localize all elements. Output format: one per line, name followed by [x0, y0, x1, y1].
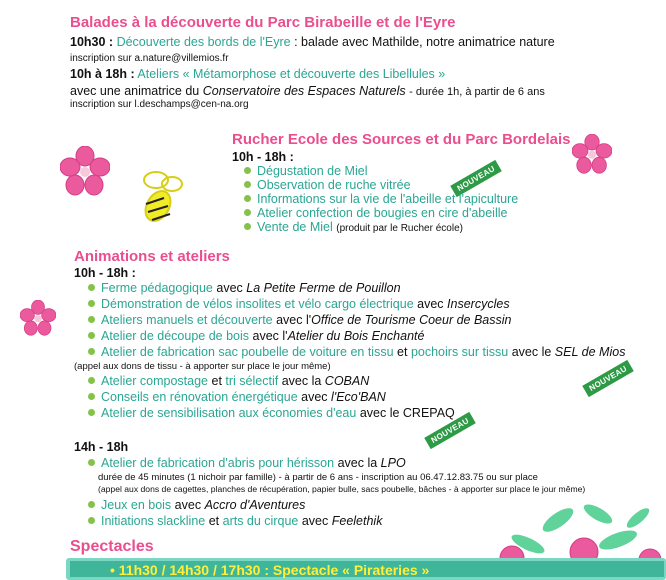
- list-item: [88, 514, 382, 528]
- item-connector: et: [208, 514, 220, 528]
- list-item: [244, 206, 507, 220]
- item-label: Atelier de sensibilisation aux économies d'eau: [101, 406, 357, 420]
- list-item: [244, 192, 518, 206]
- item-connector: avec l': [276, 313, 312, 327]
- list-item: [88, 374, 369, 388]
- item-label: Dégustation de Miel: [257, 164, 368, 178]
- nouveau-badge: NOUVEAU: [424, 412, 476, 449]
- bullet-icon: [88, 409, 95, 416]
- bullet-icon: [88, 517, 95, 524]
- item-connector: et: [397, 345, 408, 359]
- bullet-icon: [244, 181, 251, 188]
- item-label: Jeux en bois: [101, 498, 172, 512]
- list-item: [244, 220, 463, 234]
- list-item: [244, 164, 367, 178]
- activity-detail: - durée 1h, à partir de 6 ans: [409, 86, 545, 98]
- bullet-icon: [88, 316, 95, 323]
- item-connector: avec la: [337, 456, 378, 470]
- balades-line3: [70, 84, 545, 98]
- partner-name: Feelethik: [331, 514, 383, 528]
- item-note: (produit par le Rucher école): [336, 223, 463, 234]
- item-connector: avec: [301, 390, 328, 404]
- time-label: 10h à 18h :: [70, 67, 135, 81]
- item-label: Ateliers manuels et découverte: [101, 313, 273, 327]
- bullet-icon: [88, 284, 95, 291]
- item-connector: avec: [417, 297, 444, 311]
- bullet-icon: [88, 300, 95, 307]
- rucher-title: Rucher Ecole des Sources et du Parc Bordelais: [232, 131, 571, 148]
- time-label: 10h - 18h :: [232, 150, 294, 164]
- item-connector: et: [211, 374, 222, 388]
- partner-name: LPO: [380, 456, 406, 470]
- partner-name: Atelier du Bois Enchanté: [287, 329, 425, 343]
- nouveau-badge: NOUVEAU: [450, 160, 502, 197]
- signup-note: inscription sur l.deschamps@cen-na.org: [70, 99, 249, 110]
- donation-note: (appel aux dons de cagettes, planches de récupération, papier bulle, sacs poubelle, bâches - à apporter sur place le jour même): [98, 484, 586, 494]
- item-label: pochoirs sur tissu: [410, 345, 509, 359]
- balades-line1: [70, 35, 555, 49]
- activity-name: Découverte des bords de l'Eyre: [116, 35, 291, 49]
- item-label: Informations sur la vie de l'abeille et l'apiculture: [257, 192, 519, 206]
- partner-name: Office de Tourisme Coeur de Bassin: [311, 313, 512, 327]
- list-item: [88, 456, 406, 470]
- bullet-icon: [244, 195, 251, 202]
- list-item: [244, 178, 411, 192]
- balades-title: Balades à la découverte du Parc Birabeille et de l'Eyre: [70, 14, 456, 31]
- activity-note: durée de 45 minutes (1 nichoir par famille) - à partir de 6 ans - inscription au 06.47.12.83.75 ou sur place: [98, 472, 538, 483]
- list-item: [88, 281, 401, 295]
- item-label: Atelier de fabrication sac poubelle de voiture en tissu: [101, 345, 394, 359]
- bullet-icon: [244, 167, 251, 174]
- bullet-icon: [88, 459, 95, 466]
- bee-icon: [128, 168, 188, 232]
- donation-note: (appel aux dons de tissu - à apporter sur place le jour même): [74, 361, 331, 372]
- bullet-icon: [88, 393, 95, 400]
- pink-flower-icon: [20, 300, 56, 336]
- partner-name: COBAN: [324, 374, 370, 388]
- partner-name: l'Eco'BAN: [331, 390, 386, 404]
- bullet-icon: [88, 377, 95, 384]
- bullet-icon: [244, 223, 251, 230]
- time-label: 10h - 18h :: [74, 266, 136, 280]
- item-connector: avec le: [359, 406, 400, 420]
- item-label: Initiations slackline: [101, 514, 206, 528]
- activity-name: Ateliers « Métamorphose et découverte des Libellules »: [137, 67, 446, 81]
- bullet-icon: [244, 209, 251, 216]
- pink-flower-icon: [572, 134, 612, 174]
- item-label: Atelier compostage: [101, 374, 209, 388]
- item-label: Atelier de découpe de bois: [101, 329, 250, 343]
- nouveau-badge: NOUVEAU: [582, 360, 634, 397]
- partner-name: CREPAQ: [402, 406, 455, 420]
- bullet-icon: [88, 348, 95, 355]
- partner-name: SEL de Mios: [554, 345, 626, 359]
- item-connector: avec: [216, 281, 243, 295]
- item-connector: avec l': [252, 329, 288, 343]
- item-connector: avec la: [281, 374, 322, 388]
- partner-name: Insercycles: [447, 297, 510, 311]
- signup-note: inscription sur a.nature@villemios.fr: [70, 53, 229, 64]
- item-label: Observation de ruche vitrée: [257, 178, 411, 192]
- pink-flower-icon: [60, 146, 110, 196]
- partner-name: Conservatoire des Espaces Naturels: [202, 84, 406, 98]
- partner-name: La Petite Ferme de Pouillon: [246, 281, 401, 295]
- animations-title: Animations et ateliers: [74, 248, 230, 265]
- item-label: Conseils en rénovation énergétique: [101, 390, 298, 404]
- list-item: [88, 406, 455, 420]
- list-item: [88, 498, 305, 512]
- bullet-icon: [88, 501, 95, 508]
- list-item: [88, 297, 510, 311]
- item-label: Démonstration de vélos insolites et vélo cargo électrique: [101, 297, 414, 311]
- activity-detail: : balade avec Mathilde, notre animatrice nature: [294, 35, 555, 49]
- item-label: tri sélectif: [225, 374, 279, 388]
- item-connector: avec: [301, 514, 329, 528]
- bullet-icon: [88, 332, 95, 339]
- item-label: Vente de Miel: [257, 220, 333, 234]
- item-label: Ferme pédagogique: [101, 281, 213, 295]
- item-connector: avec: [174, 498, 202, 512]
- spectacle-banner-text: • 11h30 / 14h30 / 17h30 : Spectacle « Pirateries »: [110, 562, 430, 578]
- list-item: [88, 345, 625, 359]
- item-connector: avec le: [511, 345, 552, 359]
- list-item: [88, 390, 386, 404]
- item-label: Atelier de fabrication d'abris pour hérisson: [101, 456, 335, 470]
- list-item: [88, 329, 424, 343]
- time-label: 10h30 :: [70, 35, 114, 49]
- list-item: [88, 313, 512, 327]
- partner-name: Accro d'Aventures: [204, 498, 306, 512]
- item-label: Atelier confection de bougies en cire d'abeille: [257, 206, 508, 220]
- time-label: 14h - 18h: [74, 440, 129, 454]
- activity-detail: avec une animatrice du: [70, 84, 200, 98]
- balades-line2: [70, 67, 445, 81]
- item-label: arts du cirque: [222, 514, 299, 528]
- spectacles-title: Spectacles: [70, 538, 154, 555]
